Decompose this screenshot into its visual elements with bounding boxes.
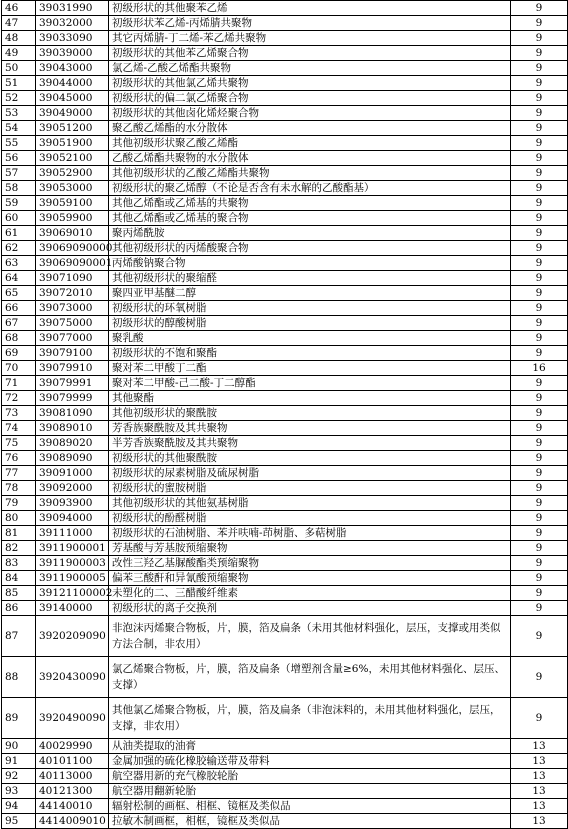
description-cell: 初级形状的石油树脂、苯并呋喃-茚树脂、多萜树脂: [109, 526, 511, 541]
hs-code-cell: 3920430090: [36, 657, 109, 698]
description-cell: 其他聚酯: [109, 391, 511, 406]
hs-code-cell: 39077000: [36, 331, 109, 346]
table-row: [2, 91, 568, 106]
description-cell: 其他初级形状的乙酸乙烯酯共聚物: [109, 166, 511, 181]
row-number-cell: 71: [2, 376, 36, 391]
rate-cell: 9: [511, 121, 568, 136]
rate-cell: 13: [511, 814, 568, 829]
rate-cell: 9: [511, 511, 568, 526]
rate-cell: 13: [511, 754, 568, 769]
row-number-cell: 50: [2, 61, 36, 76]
hs-code-cell: 39111000: [36, 526, 109, 541]
row-number-cell: 65: [2, 286, 36, 301]
description-cell: 半芳香族聚酰胺及其共聚物: [109, 436, 511, 451]
row-number-cell: 51: [2, 76, 36, 91]
rate-cell: 9: [511, 181, 568, 196]
table-row: [2, 451, 568, 466]
hs-code-cell: 39069090000: [36, 241, 109, 256]
table-row: [2, 196, 568, 211]
hs-code-cell: 39052100: [36, 151, 109, 166]
table-row: [2, 331, 568, 346]
row-number-cell: 56: [2, 151, 36, 166]
table-row: [2, 406, 568, 421]
rate-cell: 9: [511, 271, 568, 286]
hs-code-cell: 4414009010: [36, 814, 109, 829]
rate-cell: 9: [511, 436, 568, 451]
table-row: [2, 151, 568, 166]
description-cell: 其他初级形状的丙烯酸聚合物: [109, 241, 511, 256]
description-cell: 其他乙烯酯或乙烯基的共聚物: [109, 196, 511, 211]
table-row: [2, 256, 568, 271]
row-number-cell: 90: [2, 739, 36, 754]
description-cell: 其他初级形状的聚酰胺: [109, 406, 511, 421]
rate-cell: 9: [511, 698, 568, 739]
row-number-cell: 74: [2, 421, 36, 436]
row-number-cell: 72: [2, 391, 36, 406]
row-number-cell: 85: [2, 586, 36, 601]
description-cell: 芳基酸与芳基胺预缩聚物: [109, 541, 511, 556]
hs-code-cell: 39089010: [36, 421, 109, 436]
description-cell: 航空器用新的充气橡胶轮胎: [109, 769, 511, 784]
row-number-cell: 76: [2, 451, 36, 466]
hs-code-cell: 39094000: [36, 511, 109, 526]
description-cell: 氯乙烯聚合物板，片，膜，箔及扁条（增塑剂含量≥6%，未用其他材料强化、层压、支撑）: [109, 657, 511, 698]
row-number-cell: 61: [2, 226, 36, 241]
description-cell: 初级形状的其他聚酰胺: [109, 451, 511, 466]
row-number-cell: 77: [2, 466, 36, 481]
hs-code-cell: 39071090: [36, 271, 109, 286]
description-cell: 其他初级形状的其他氨基树脂: [109, 496, 511, 511]
rate-cell: 9: [511, 466, 568, 481]
row-number-cell: 86: [2, 601, 36, 616]
row-number-cell: 69: [2, 346, 36, 361]
row-number-cell: 82: [2, 541, 36, 556]
description-cell: 未塑化的二、三醋酸纤维素: [109, 586, 511, 601]
table-row: [2, 436, 568, 451]
rate-cell: 9: [511, 196, 568, 211]
row-number-cell: 58: [2, 181, 36, 196]
description-cell: 聚对苯二甲酸-己二酸-丁二醇酯: [109, 376, 511, 391]
table-row: [2, 466, 568, 481]
table-row: [2, 376, 568, 391]
rate-cell: 9: [511, 61, 568, 76]
rate-cell: 9: [511, 541, 568, 556]
table-row: [2, 541, 568, 556]
row-number-cell: 73: [2, 406, 36, 421]
hs-code-cell: 39075000: [36, 316, 109, 331]
description-cell: 聚乙酸乙烯酯的水分散体: [109, 121, 511, 136]
description-cell: 偏苯三酸酐和异氰酸预缩聚物: [109, 571, 511, 586]
row-number-cell: 60: [2, 211, 36, 226]
row-number-cell: 95: [2, 814, 36, 829]
rate-cell: 9: [511, 571, 568, 586]
table-row: [2, 799, 568, 814]
row-number-cell: 55: [2, 136, 36, 151]
hs-code-cell: 39033090: [36, 31, 109, 46]
description-cell: 拉敏木制画框，相框，镜框及类似品: [109, 814, 511, 829]
table-row: [2, 496, 568, 511]
rate-cell: 9: [511, 31, 568, 46]
table-row: [2, 601, 568, 616]
row-number-cell: 91: [2, 754, 36, 769]
row-number-cell: 59: [2, 196, 36, 211]
table-row: [2, 211, 568, 226]
rate-cell: 9: [511, 256, 568, 271]
row-number-cell: 62: [2, 241, 36, 256]
row-number-cell: 79: [2, 496, 36, 511]
description-cell: 辐射松制的画框、相框、镜框及类似品: [109, 799, 511, 814]
row-number-cell: 84: [2, 571, 36, 586]
table-row: [2, 46, 568, 61]
hs-code-cell: 39091000: [36, 466, 109, 481]
rate-cell: 9: [511, 376, 568, 391]
row-number-cell: 83: [2, 556, 36, 571]
hs-code-cell: 39051900: [36, 136, 109, 151]
hs-code-cell: 39052900: [36, 166, 109, 181]
table-row: [2, 769, 568, 784]
rate-cell: 9: [511, 526, 568, 541]
description-cell: 其他初级形状的聚缩醛: [109, 271, 511, 286]
table-row: [2, 31, 568, 46]
description-cell: 其他乙烯酯或乙烯基的聚合物: [109, 211, 511, 226]
hs-code-cell: 3920490090: [36, 698, 109, 739]
description-cell: 其它丙烯腈-丁二烯-苯乙烯共聚物: [109, 31, 511, 46]
description-cell: 金属加强的硫化橡胶输送带及带料: [109, 754, 511, 769]
rate-cell: 9: [511, 76, 568, 91]
hs-code-cell: 39069090001: [36, 256, 109, 271]
hs-code-cell: 39079999: [36, 391, 109, 406]
table-row: [2, 241, 568, 256]
hs-code-cell: 39089090: [36, 451, 109, 466]
hs-code-cell: 39069010: [36, 226, 109, 241]
description-cell: 从油类提取的油膏: [109, 739, 511, 754]
description-cell: 聚乳酸: [109, 331, 511, 346]
hs-code-cell: 39081090: [36, 406, 109, 421]
hs-code-cell: 39051200: [36, 121, 109, 136]
table-row: [2, 271, 568, 286]
description-cell: 丙烯酸钠聚合物: [109, 256, 511, 271]
rate-cell: 9: [511, 286, 568, 301]
table-row: [2, 181, 568, 196]
description-cell: 初级形状的偏二氯乙烯聚合物: [109, 91, 511, 106]
hs-code-cell: 39043000: [36, 61, 109, 76]
hs-code-cell: 39121100002: [36, 586, 109, 601]
hs-code-cell: 40113000: [36, 769, 109, 784]
rate-cell: 9: [511, 421, 568, 436]
table-row: [2, 481, 568, 496]
table-row: [2, 16, 568, 31]
row-number-cell: 75: [2, 436, 36, 451]
table-row: [2, 754, 568, 769]
row-number-cell: 87: [2, 616, 36, 657]
hs-code-cell: 39031990: [36, 1, 109, 16]
table-row: [2, 106, 568, 121]
row-number-cell: 92: [2, 769, 36, 784]
description-cell: 氯乙烯-乙酸乙烯酯共聚物: [109, 61, 511, 76]
table-row: [2, 61, 568, 76]
hs-code-cell: 3920209090: [36, 616, 109, 657]
hs-code-cell: 39079910: [36, 361, 109, 376]
row-number-cell: 70: [2, 361, 36, 376]
table-row: [2, 301, 568, 316]
hs-code-cell: 39044000: [36, 76, 109, 91]
table-row: [2, 657, 568, 698]
rate-cell: 13: [511, 739, 568, 754]
description-cell: 聚四亚甲基醚二醇: [109, 286, 511, 301]
rate-cell: 9: [511, 166, 568, 181]
hs-code-cell: 39079991: [36, 376, 109, 391]
description-cell: 初级形状的环氧树脂: [109, 301, 511, 316]
table-row: [2, 316, 568, 331]
description-cell: 非泡沫丙烯聚合物板，片，膜，箔及扁条（未用其他材料强化，层压，支撑或用类似方法合制，非农用）: [109, 616, 511, 657]
rate-cell: 9: [511, 586, 568, 601]
table-row: [2, 391, 568, 406]
table-row: [2, 698, 568, 739]
table-row: [2, 346, 568, 361]
rate-cell: 9: [511, 46, 568, 61]
hs-code-cell: 39059900: [36, 211, 109, 226]
table-row: [2, 136, 568, 151]
table-row: [2, 166, 568, 181]
rate-cell: 9: [511, 91, 568, 106]
hs-code-cell: 39049000: [36, 106, 109, 121]
description-cell: 乙酸乙烯酯共聚物的水分散体: [109, 151, 511, 166]
row-number-cell: 46: [2, 1, 36, 16]
row-number-cell: 48: [2, 31, 36, 46]
hs-code-cell: 40121300: [36, 784, 109, 799]
description-cell: 航空器用翻新轮胎: [109, 784, 511, 799]
description-cell: 初级形状的尿素树脂及硫尿树脂: [109, 466, 511, 481]
rate-cell: 9: [511, 391, 568, 406]
hs-code-cell: 3911900003: [36, 556, 109, 571]
description-cell: 初级形状的聚乙烯醇（不论是否含有未水解的乙酸酯基）: [109, 181, 511, 196]
rate-cell: 16: [511, 361, 568, 376]
description-cell: 聚对苯二甲酸丁二酯: [109, 361, 511, 376]
hs-code-cell: 40101100: [36, 754, 109, 769]
table-row: [2, 586, 568, 601]
table-row: [2, 286, 568, 301]
rate-cell: 9: [511, 16, 568, 31]
table-row: [2, 814, 568, 829]
row-number-cell: 64: [2, 271, 36, 286]
table-row: [2, 226, 568, 241]
row-number-cell: 53: [2, 106, 36, 121]
hs-code-cell: 39093900: [36, 496, 109, 511]
hs-code-cell: 39092000: [36, 481, 109, 496]
hs-code-cell: 39072010: [36, 286, 109, 301]
rate-cell: 9: [511, 301, 568, 316]
description-cell: 聚丙烯酰胺: [109, 226, 511, 241]
rate-cell: 9: [511, 106, 568, 121]
hs-code-cell: 3911900005: [36, 571, 109, 586]
rate-cell: 9: [511, 601, 568, 616]
row-number-cell: 54: [2, 121, 36, 136]
row-number-cell: 49: [2, 46, 36, 61]
hs-code-cell: 3911900001: [36, 541, 109, 556]
hs-code-cell: 39039000: [36, 46, 109, 61]
rate-cell: 9: [511, 406, 568, 421]
hs-code-cell: 39140000: [36, 601, 109, 616]
hs-code-cell: 39073000: [36, 301, 109, 316]
row-number-cell: 57: [2, 166, 36, 181]
rate-cell: 13: [511, 784, 568, 799]
table-row: [2, 421, 568, 436]
table-row: [2, 1, 568, 16]
table-row: [2, 526, 568, 541]
rate-cell: 9: [511, 451, 568, 466]
hs-code-cell: 40029990: [36, 739, 109, 754]
rate-cell: 9: [511, 346, 568, 361]
rate-cell: 13: [511, 769, 568, 784]
hs-code-cell: 39079100: [36, 346, 109, 361]
description-cell: 初级形状的离子交换剂: [109, 601, 511, 616]
rate-cell: 9: [511, 496, 568, 511]
row-number-cell: 47: [2, 16, 36, 31]
hs-code-cell: 39045000: [36, 91, 109, 106]
row-number-cell: 68: [2, 331, 36, 346]
hs-code-cell: 39053000: [36, 181, 109, 196]
tariff-table: [1, 0, 568, 829]
table-row: [2, 361, 568, 376]
row-number-cell: 78: [2, 481, 36, 496]
rate-cell: 9: [511, 616, 568, 657]
rate-cell: 9: [511, 211, 568, 226]
row-number-cell: 67: [2, 316, 36, 331]
hs-code-cell: 39032000: [36, 16, 109, 31]
row-number-cell: 52: [2, 91, 36, 106]
row-number-cell: 66: [2, 301, 36, 316]
description-cell: 芳香族聚酰胺及其共聚物: [109, 421, 511, 436]
table-row: [2, 571, 568, 586]
rate-cell: 9: [511, 241, 568, 256]
row-number-cell: 63: [2, 256, 36, 271]
hs-code-cell: 39089020: [36, 436, 109, 451]
hs-code-cell: 44140010: [36, 799, 109, 814]
description-cell: 其他氯乙烯聚合物板，片，膜，箔及扁条（非泡沫料的，未用其他材料强化，层压，支撑，非农用）: [109, 698, 511, 739]
hs-code-cell: 39059100: [36, 196, 109, 211]
row-number-cell: 80: [2, 511, 36, 526]
row-number-cell: 88: [2, 657, 36, 698]
rate-cell: 9: [511, 556, 568, 571]
rate-cell: 9: [511, 1, 568, 16]
description-cell: 初级形状的酚醛树脂: [109, 511, 511, 526]
table-row: [2, 556, 568, 571]
rate-cell: 9: [511, 316, 568, 331]
description-cell: 初级形状的不饱和聚酯: [109, 346, 511, 361]
description-cell: 其他初级形状聚乙酸乙烯酯: [109, 136, 511, 151]
row-number-cell: 94: [2, 799, 36, 814]
table-row: [2, 121, 568, 136]
table-row: [2, 511, 568, 526]
rate-cell: 9: [511, 481, 568, 496]
rate-cell: 9: [511, 136, 568, 151]
description-cell: 改性三羟乙基脲酸酯类预缩聚物: [109, 556, 511, 571]
table-row: [2, 616, 568, 657]
rate-cell: 9: [511, 331, 568, 346]
description-cell: 初级形状苯乙烯-丙烯腈共聚物: [109, 16, 511, 31]
description-cell: 初级形状的其他氯乙烯共聚物: [109, 76, 511, 91]
row-number-cell: 81: [2, 526, 36, 541]
row-number-cell: 89: [2, 698, 36, 739]
table-row: [2, 76, 568, 91]
table-row: [2, 784, 568, 799]
description-cell: 初级形状的其他苯乙烯聚合物: [109, 46, 511, 61]
description-cell: 初级形状的醇酸树脂: [109, 316, 511, 331]
rate-cell: 9: [511, 226, 568, 241]
rate-cell: 9: [511, 151, 568, 166]
description-cell: 初级形状的其他聚苯乙烯: [109, 1, 511, 16]
description-cell: 初级形状的其他卤化烯烃聚合物: [109, 106, 511, 121]
table-body: [2, 1, 568, 829]
row-number-cell: 93: [2, 784, 36, 799]
description-cell: 初级形状的蜜胺树脂: [109, 481, 511, 496]
rate-cell: 9: [511, 657, 568, 698]
table-row: [2, 739, 568, 754]
rate-cell: 13: [511, 799, 568, 814]
